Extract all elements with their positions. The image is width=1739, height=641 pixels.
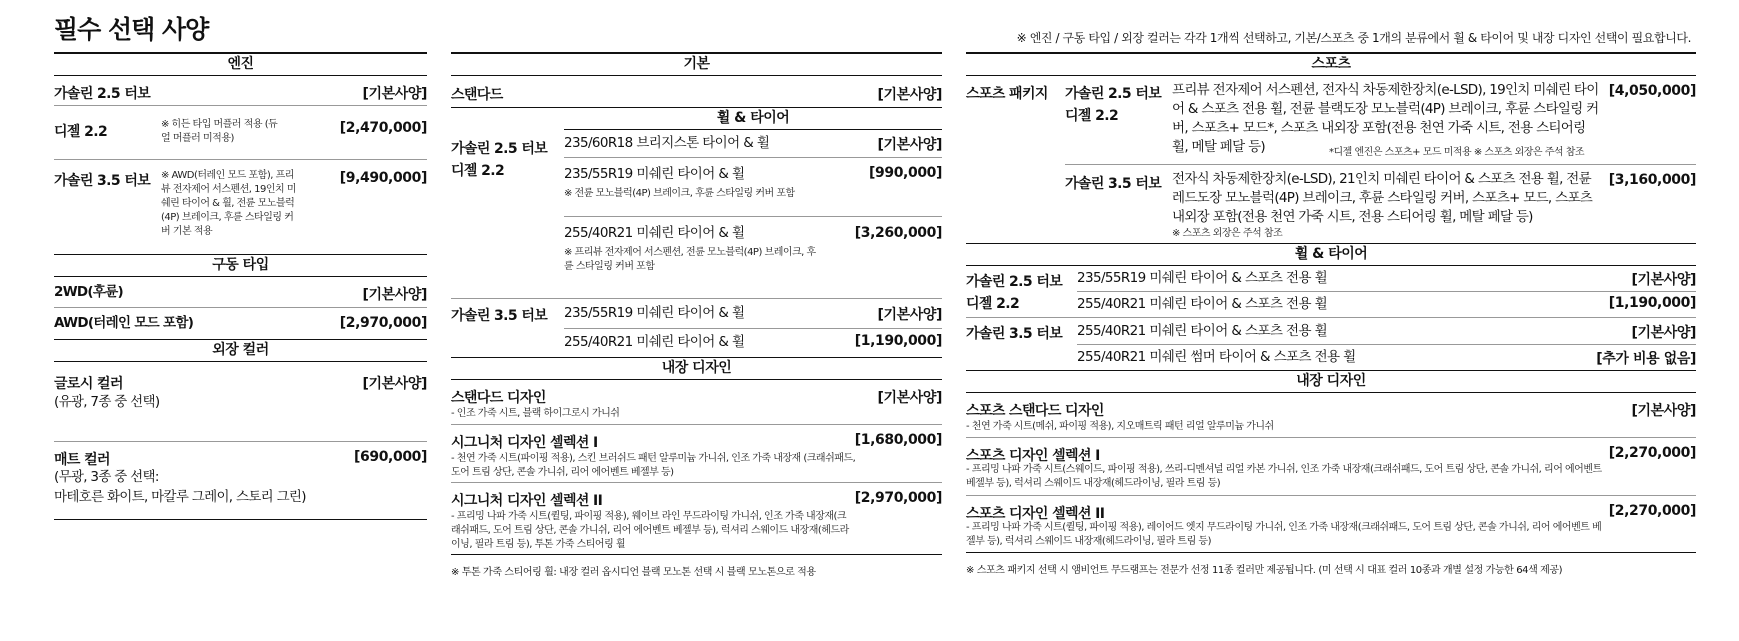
drive-name: 2WD(후륜) (54, 284, 124, 300)
package-note: *디젤 엔진은 스포츠+ 모드 미적용 ※ 스포츠 외장은 주석 참조 (1329, 147, 1585, 158)
wheel-header: 휠 & 타이어 (564, 108, 942, 130)
interior-price: [1,680,000] (854, 432, 942, 448)
wheel-price: [3,260,000] (854, 225, 942, 241)
wheel-name: 235/55R19 미쉐린 타이어 & 휠 (564, 305, 745, 321)
interior-name: 스탠다드 디자인 (451, 390, 546, 406)
engine-label: 가솔린 3.5 터보 (451, 308, 548, 324)
wheel-row (564, 158, 942, 217)
interior-name: 시그니처 디자인 셀렉션 I (451, 435, 598, 451)
top-note: ※ 엔진 / 구동 타입 / 외장 컬러는 각각 1개씩 선택하고, 기본/스포츠 중 1개의 분류에서 휠 & 타이어 및 내장 디자인 선택이 필요합니다. (1016, 31, 1691, 45)
wheel-name: 255/40R21 미쉐린 썸머 타이어 & 스포츠 전용 휠 (1077, 349, 1356, 365)
wheel-name: 255/40R21 미쉐린 타이어 & 휠 (564, 334, 745, 350)
interior-name: 시그니처 디자인 셀렉션 II (451, 493, 603, 509)
engine-label: 디젤 2.2 (966, 296, 1020, 312)
wheel-row (564, 130, 942, 158)
wheel-row (1077, 345, 1696, 370)
wheel-name: 235/55R19 미쉐린 타이어 & 스포츠 전용 휠 (1077, 270, 1328, 286)
drive-row (54, 277, 427, 308)
engine-price: [2,470,000] (339, 120, 427, 136)
engine-price: [기본사양] (362, 86, 427, 102)
wheel-row (564, 329, 942, 357)
engine-label: 가솔린 3.5 터보 (966, 326, 1063, 342)
wheel-note: ※ 전륜 모노블럭(4P) 브레이크, 후륜 스타일링 커버 포함 (564, 188, 795, 199)
engine-drive-color-column (54, 52, 427, 520)
engine-label: 가솔린 2.5 터보 (966, 274, 1063, 290)
package-price: [4,050,000] (1608, 83, 1696, 99)
sports-footnote: ※ 스포츠 패키지 선택 시 앰비언트 무드램프는 전문가 선정 11종 컬러만 제공됩니다. (미 선택 시 대표 컬러 10종과 개별 설정 가능한 64색 제공) (966, 565, 1563, 576)
wheel-price: [기본사양] (877, 307, 942, 323)
interior-row (966, 496, 1696, 553)
drive-header: 구동 타입 (54, 255, 427, 277)
interior-desc: - 천연 가죽 시트(메쉬, 파이핑 적용), 지오매트릭 패턴 리얼 알루미늄 가니쉬 (966, 421, 1274, 432)
package-label: 스포츠 패키지 (966, 86, 1048, 102)
wheel-name: 255/40R21 미쉐린 타이어 & 휠 (564, 225, 745, 241)
interior-row (451, 425, 942, 483)
engine-header: 엔진 (54, 54, 427, 76)
engine-price: [9,490,000] (339, 170, 427, 186)
exterior-row (54, 362, 427, 442)
exterior-name: 글로시 컬러 (54, 376, 123, 392)
engine-row (54, 76, 427, 106)
wheel-group (451, 130, 942, 299)
interior-desc: - 프리밍 나파 가죽 시트(스웨이드, 파이핑 적용), 쓰리-디멘셔널 리얼 카본 가니쉬, 인조 가죽 내장재(크래쉬패드, 도어 트림 상단, 콘솔 가니쉬, 리어 에어벤트 베젤부 등), 럭셔리 스웨이드 내장재(헤드라이닝, 필라 트림 등) (966, 464, 1602, 489)
interior-header: 내장 디자인 (451, 358, 942, 380)
engine-label: 가솔린 3.5 터보 (1065, 176, 1162, 192)
wheel-row (1077, 266, 1696, 292)
exterior-desc: 마테호른 화이트, 마칼루 그레이, 스토리 그린) (54, 489, 306, 505)
interior-desc: - 프리밍 나파 가죽 시트(퀼팅, 파이핑 적용), 웨이브 라인 무드라이팅 가니쉬, 인조 가죽 내장재(크래쉬패드, 도어 트림 상단, 콘솔 가니쉬, 리어 에어벤트 베젤부 등), 럭셔리 스웨이드 내장재(헤드라이닝, 필라 트림 등), 투톤 가죽 스티어링 휠 (451, 511, 849, 550)
exterior-header: 외장 컬러 (54, 340, 427, 362)
interior-price: [기본사양] (877, 390, 942, 406)
wheel-row (1077, 318, 1696, 345)
wheel-name: 235/60R18 브리지스톤 타이어 & 휠 (564, 135, 770, 151)
package-note: ※ 스포츠 외장은 주석 참조 (1172, 228, 1283, 239)
interior-header: 내장 디자인 (966, 371, 1696, 393)
interior-name: 스포츠 디자인 셀렉션 II (966, 506, 1105, 522)
wheel-price: [기본사양] (1631, 272, 1696, 288)
basic-header: 기본 (451, 54, 942, 76)
wheel-row (564, 299, 942, 329)
wheel-header: 휠 & 타이어 (966, 244, 1696, 266)
interior-name: 스포츠 디자인 셀렉션 I (966, 448, 1100, 464)
drive-row (54, 308, 427, 340)
exterior-desc: (무광, 3종 중 선택: (54, 469, 159, 485)
package-row (1065, 165, 1696, 242)
engine-name: 가솔린 2.5 터보 (54, 86, 151, 102)
page-title: 필수 선택 사양 (54, 15, 209, 44)
engine-label: 디젤 2.2 (1065, 108, 1119, 124)
interior-row (451, 483, 942, 555)
drive-price: [2,970,000] (339, 315, 427, 331)
wheel-price: [기본사양] (1631, 325, 1696, 341)
exterior-row (54, 442, 427, 520)
drive-price: [기본사양] (362, 287, 427, 303)
drive-name: AWD(터레인 모드 포함) (54, 315, 194, 331)
wheel-group (451, 299, 942, 358)
wheel-name: 235/55R19 미쉐린 타이어 & 휠 (564, 166, 745, 182)
sports-column (966, 52, 1696, 576)
engine-note: ※ AWD(터레인 모드 포함), 프리뷰 전자제어 서스펜션, 19인치 미쉐린 타이어 & 휠, 전륜 모노블럭(4P) 브레이크, 후륜 스타일링 커버 기본 적용 (161, 170, 297, 237)
standard-name: 스탠다드 (451, 87, 503, 103)
interior-price: [2,270,000] (1608, 445, 1696, 461)
sports-package (966, 76, 1696, 244)
engine-label: 디젤 2.2 (451, 163, 505, 179)
wheel-name: 255/40R21 미쉐린 타이어 & 스포츠 전용 휠 (1077, 323, 1328, 339)
interior-row (451, 380, 942, 425)
engine-name: 디젤 2.2 (54, 124, 108, 140)
exterior-price: [기본사양] (362, 376, 427, 392)
interior-desc: - 프리밍 나파 가죽 시트(퀼팅, 파이핑 적용), 레이어드 엣지 무드라이팅 가니쉬, 인조 가죽 내장재(크래쉬패드, 도어 트림 상단, 콘솔 가니쉬, 리어 에어벤트 베젤부 등), 럭셔리 스웨이드 내장재(헤드라이닝, 필라 트림 등) (966, 522, 1602, 547)
interior-row (966, 393, 1696, 438)
package-desc: 프리뷰 전자제어 서스펜션, 전자식 차동제한장치(e-LSD), 19인치 미쉐린 타이어 & 스포츠 전용 휠, 전륜 블랙도장 모노블럭(4P) 브레이크, 후륜 스타일링 커버, 스포츠+ 모드*, 스포츠 내외장 포함(전용 천연 가죽 시트, 전용 스티어링 휠, 메탈 페달 등) (1172, 82, 1599, 155)
interior-name: 스포츠 스탠다드 디자인 (966, 403, 1104, 419)
engine-note: ※ 히든 타입 머플러 적용 (듀얼 머플러 미적용) (161, 119, 278, 144)
wheel-group (966, 266, 1696, 318)
wheel-name: 255/40R21 미쉐린 타이어 & 스포츠 전용 휠 (1077, 296, 1328, 312)
interior-price: [2,270,000] (1608, 503, 1696, 519)
exterior-price: [690,000] (354, 449, 427, 465)
wheel-price: [990,000] (869, 165, 942, 181)
basic-column (451, 52, 942, 578)
engine-name: 가솔린 3.5 터보 (54, 173, 151, 189)
sports-header: 스포츠 (966, 54, 1696, 76)
exterior-desc: (유광, 7종 중 선택) (54, 394, 160, 410)
interior-desc: - 천연 가죽 시트(파이핑 적용), 스킨 브러쉬드 패턴 알루미늄 가니쉬, 인조 가죽 내장재 (크래쉬패드, 도어 트림 상단, 콘솔 가니쉬, 리어 에어벤트 베젤부 등) (451, 453, 856, 478)
engine-label: 가솔린 2.5 터보 (451, 141, 548, 157)
package-price: [3,160,000] (1608, 172, 1696, 188)
exterior-name: 매트 컬러 (54, 452, 110, 468)
standard-row (451, 76, 942, 108)
interior-row (966, 438, 1696, 496)
interior-price: [기본사양] (1631, 403, 1696, 419)
basic-footnote: ※ 투톤 가죽 스티어링 휠: 내장 컬러 옵시디언 블랙 모노톤 선택 시 블랙 모노톤으로 적용 (451, 567, 816, 578)
wheel-row (1077, 292, 1696, 317)
wheel-row (564, 217, 942, 297)
wheel-price: [추가 비용 없음] (1596, 351, 1696, 367)
wheel-group (966, 318, 1696, 371)
standard-price: [기본사양] (877, 87, 942, 103)
wheel-note: ※ 프리뷰 전자제어 서스펜션, 전륜 모노블럭(4P) 브레이크, 후륜 스타일링 커버 포함 (564, 247, 816, 272)
wheel-price: [1,190,000] (1608, 295, 1696, 311)
package-desc: 전자식 차동제한장치(e-LSD), 21인치 미쉐린 타이어 & 스포츠 전용 휠, 전륜 레드도장 모노블럭(4P) 브레이크, 후륜 스타일링 커버, 스포츠+ 모드, 스포츠 내외장 포함(전용 천연 가죽 시트, 전용 스티어링 휠, 메탈 페달 등) (1172, 171, 1593, 225)
engine-label: 가솔린 2.5 터보 (1065, 86, 1162, 102)
interior-price: [2,970,000] (854, 490, 942, 506)
engine-row (54, 160, 427, 255)
engine-row (54, 106, 427, 160)
wheel-price: [1,190,000] (854, 333, 942, 349)
interior-desc: - 인조 가죽 시트, 블랙 하이그로시 가니쉬 (451, 408, 620, 419)
wheel-price: [기본사양] (877, 137, 942, 153)
